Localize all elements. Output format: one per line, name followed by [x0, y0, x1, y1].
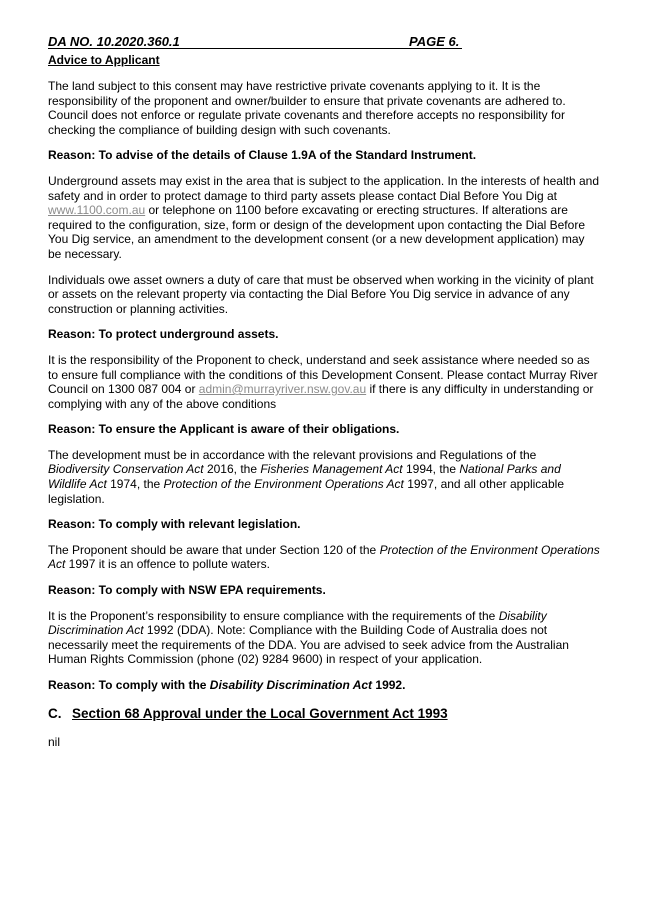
text-span: if there is any difficulty in understanding or complying with any of the above conditions — [48, 382, 594, 411]
act-title: National Parks and Wildlife Act — [48, 462, 561, 492]
da-number: DA NO. 10.2020.360.1 — [48, 34, 180, 49]
text-span: 1997, and all other applicable legislation. — [48, 477, 564, 506]
compliance-paragraph — [48, 353, 600, 411]
section-title: Advice to Applicant — [48, 53, 160, 67]
act-title: Biodiversity Conservation Act — [48, 462, 204, 477]
nil-text: nil — [48, 734, 61, 749]
text-span: The Proponent should be aware that under Section 120 of the — [48, 542, 380, 557]
dda-paragraph — [48, 609, 600, 667]
reason-underground: Reason: To protect underground assets. — [48, 327, 279, 342]
covenants-paragraph: The land subject to this consent may have restrictive private covenants applying to it. It is the responsibility of the proponent and owner/builder to ensure that private covenants are adhered to. Council does not enforce or regulate private covenants and therefore accepts no responsibility for checking the compliance of building design with such covenants. — [48, 79, 566, 137]
text-span: Underground assets may exist in the area that is subject to the application. In the interests of health and safety and in order to protect damage to third party assets please contact Dial Before You Dig at — [48, 173, 599, 203]
act-title: Protection of the Environment Operations Act — [48, 542, 600, 572]
pollution-paragraph — [48, 543, 600, 572]
reason-clause: Reason: To advise of the details of Clause 1.9A of the Standard Instrument. — [48, 148, 477, 163]
reason-epa: Reason: To comply with NSW EPA requirements. — [48, 583, 326, 598]
duty-of-care-paragraph: Individuals owe asset owners a duty of care that must be observed when working in the vicinity of plant or assets on the relevant property via contacting the Dial Before You Dig service in advance of any construction or planning activities. — [48, 272, 594, 316]
section-letter: C. — [48, 705, 62, 721]
text-span: It is the Proponent’s responsibility to ensure compliance with the requirements of the — [48, 608, 499, 623]
page-number: PAGE 6. — [409, 34, 460, 49]
underground-assets-paragraph — [48, 174, 600, 262]
reason-obligations: Reason: To ensure the Applicant is aware of their obligations. — [48, 422, 400, 437]
text-span: 1994, the — [402, 462, 460, 477]
act-title: Protection of the Environment Operations Act — [163, 477, 404, 492]
text-span: Reason: To comply with the — [48, 678, 210, 692]
text-span: 2016, the — [203, 462, 261, 477]
text-span: The development must be in accordance with the relevant provisions and Regulations of the — [48, 447, 537, 462]
reason-legislation: Reason: To comply with relevant legislation. — [48, 517, 301, 532]
page-header — [48, 34, 600, 49]
legislation-paragraph — [48, 448, 600, 506]
section-c-title: Section 68 Approval under the Local Government Act 1993 — [72, 705, 448, 721]
header-rule — [48, 48, 462, 49]
act-title: Fisheries Management Act — [260, 462, 403, 477]
text-span: 1974, the — [106, 477, 164, 492]
text-span: It is the responsibility of the Proponent to check, understand and seek assistance where needed so as to ensure full compliance with the conditions of this Development Consent. Please contact Murray River Council on 1300 087 004 or — [48, 352, 598, 397]
email-link[interactable]: admin@murrayriver.nsw.gov.au — [198, 382, 367, 397]
text-span: 1992 (DDA). Note: Compliance with the Building Code of Australia does not necessarily meet the requirements of the DDA. You are advised to seek advice from the Australian Human Rights Commission (phone (02) 9284 9600) in respect of your application. — [48, 623, 569, 667]
document-page — [48, 34, 600, 749]
dbyd-link[interactable]: www.1100.com.au — [48, 203, 146, 218]
act-title: Disability Discrimination Act — [209, 678, 373, 692]
text-span: 1992. — [372, 678, 406, 692]
section-c-heading — [48, 706, 600, 722]
text-span: or telephone on 1100 before excavating or erecting structures. If alterations are required to the configuration, size, form or design of the development upon contacting the Dial Before You Dig service, an amendment to the development consent (or a new development application) may be necessary. — [48, 203, 585, 261]
reason-dda — [48, 678, 600, 693]
act-title: Disability Discrimination Act — [48, 608, 547, 638]
text-span: 1997 it is an offence to pollute waters. — [65, 557, 270, 572]
